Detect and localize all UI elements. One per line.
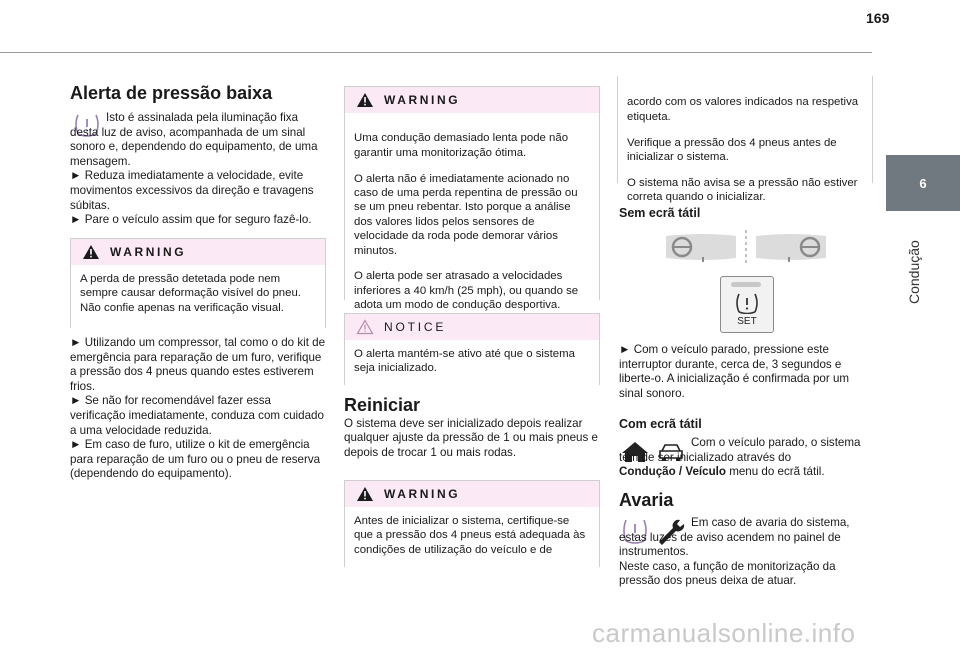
no-screen-instructions xyxy=(619,343,875,401)
no-screen-heading xyxy=(619,206,875,221)
warning-continued-body xyxy=(618,76,872,222)
fault-heading xyxy=(619,490,875,510)
warning-triangle-icon xyxy=(356,486,374,502)
menu-separator: / xyxy=(675,465,686,479)
continued-text-1: acordo com os valores indicados na respetiva etiqueta. xyxy=(627,96,859,123)
watermark: carmanualsonline.info xyxy=(592,618,856,648)
left-column xyxy=(70,83,326,103)
warning-box-left xyxy=(70,238,326,328)
chapter-tab[interactable]: 6 xyxy=(886,155,960,211)
warning-box-continued xyxy=(617,76,873,204)
section-title-fault: Avaria xyxy=(619,490,674,510)
notice-box xyxy=(344,313,600,385)
screen-heading xyxy=(619,417,875,432)
section-title-low-pressure: Alerta de pressão baixa xyxy=(70,83,273,103)
notice-text: O alerta mantém-se ativo até que o sistema seja inicializado. xyxy=(345,340,599,387)
warning-body xyxy=(345,113,599,312)
warning-label: WARNING xyxy=(384,93,461,107)
warning-label: WARNING xyxy=(384,487,461,501)
warning-triangle-icon xyxy=(82,244,100,260)
warning-text: A perda de pressão detetada pode nem sempre causar deformação visível do pneu. Não confie apenas na verificação visual. xyxy=(71,265,325,328)
warning-text: Antes de inicializar o sistema, certifique-se que a pressão dos 4 pneus está adequada às condições de utilização do veículo e de xyxy=(345,507,599,570)
screen-text-line xyxy=(619,465,875,480)
no-screen-text: ► Com o veículo parado, pressione este interruptor durante, cerca de, 3 segundos e liberte-o. A inicialização é confirmada por um sinal sonoro. xyxy=(619,343,850,400)
warning-text-3: O alerta pode ser atrasado a velocidades inferiores a 40 km/h (25 mph), ou quando se adota um modo de condução desportiva. xyxy=(354,270,579,312)
warning-box-before-reset xyxy=(344,480,600,567)
tyre-pressure-icon xyxy=(734,292,760,314)
continued-text-3: O sistema não avisa se a pressão não estiver correta quando o inicializar. xyxy=(627,176,858,204)
screen-instructions xyxy=(619,436,875,480)
top-rule xyxy=(0,52,872,53)
warning-box-slow-driving xyxy=(344,86,600,312)
set-label: SET xyxy=(737,316,757,327)
warning-label: WARNING xyxy=(110,245,187,259)
reset-section xyxy=(344,395,600,460)
set-button[interactable] xyxy=(720,276,774,333)
bullet-reduce-speed: ► Reduza imediatamente a velocidade, evite movimentos excessivos da direção e travagens súbitas. xyxy=(70,169,314,212)
warning-triangle-icon xyxy=(356,92,374,108)
chapter-label: Condução xyxy=(906,240,922,304)
screen-text-a: Com o veículo parado, o sistema tem de ser inicializado através do xyxy=(619,436,861,464)
menu-driving: Condução xyxy=(619,465,676,479)
fault-text: Em caso de avaria do sistema, estas luzes de aviso acendem no painel de instrumentos. xyxy=(619,516,850,559)
fault-body xyxy=(619,516,875,589)
warning-text-1: Uma condução demasiado lenta pode não garantir uma monitorização ótima. xyxy=(354,132,569,159)
bullet-stop: ► Pare o veículo assim que for seguro fazê-lo. xyxy=(70,213,312,227)
intro-text: Isto é assinalada pela iluminação fixa desta luz de aviso, acompanhada de um sinal sonoro e, dependendo do equipamento, de uma mensagem. xyxy=(70,111,318,168)
screen-text-b: menu do ecrã tátil. xyxy=(725,465,825,479)
bullet-puncture: ► Em caso de furo, utilize o kit de emergência para reparação de um furo ou o pneu de reserva (dependendo do equipamento). xyxy=(70,438,321,481)
dashboard-illustration xyxy=(664,228,828,266)
menu-vehicle: Veículo xyxy=(685,465,726,479)
left-body-2 xyxy=(70,336,326,482)
subtitle-touchscreen: Com ecrã tátil xyxy=(619,417,702,431)
notice-triangle-icon xyxy=(356,319,374,335)
bullet-drive-carefully: ► Se não for recomendável fazer essa verificação imediatamente, conduza com cuidado a uma velocidade reduzida. xyxy=(70,394,324,437)
chapter-label-wrap xyxy=(888,222,922,304)
continued-text-2: Verifique a pressão dos 4 pneus antes de inicializar o sistema. xyxy=(627,136,837,163)
bullet-compressor: ► Utilizando um compressor, tal como o do kit de emergência para reparação de um furo, verifique a pressão dos 4 pneus quando estes estiverem frios. xyxy=(70,336,326,393)
page-number: 169 xyxy=(866,10,890,26)
section-title-reset: Reiniciar xyxy=(344,395,421,415)
reset-text: O sistema deve ser inicializado depois realizar qualquer ajuste da pressão de 1 ou mais pneus e depois de trocar 1 ou mais rodas. xyxy=(344,416,598,459)
warning-text-2: O alerta não é imediatamente acionado no caso de uma perda repentina de pressão ou se um pneu rebentar. Isto porque a análise dos valores lidos pelos sensores de velocidade da roda pode demorar vários minutos. xyxy=(354,172,578,257)
subtitle-no-touchscreen: Sem ecrã tátil xyxy=(619,206,701,220)
notice-label: NOTICE xyxy=(384,320,447,334)
fault-text-2: Neste caso, a função de monitorização da pressão dos pneus deixa de atuar. xyxy=(619,559,836,588)
left-body xyxy=(70,111,326,228)
